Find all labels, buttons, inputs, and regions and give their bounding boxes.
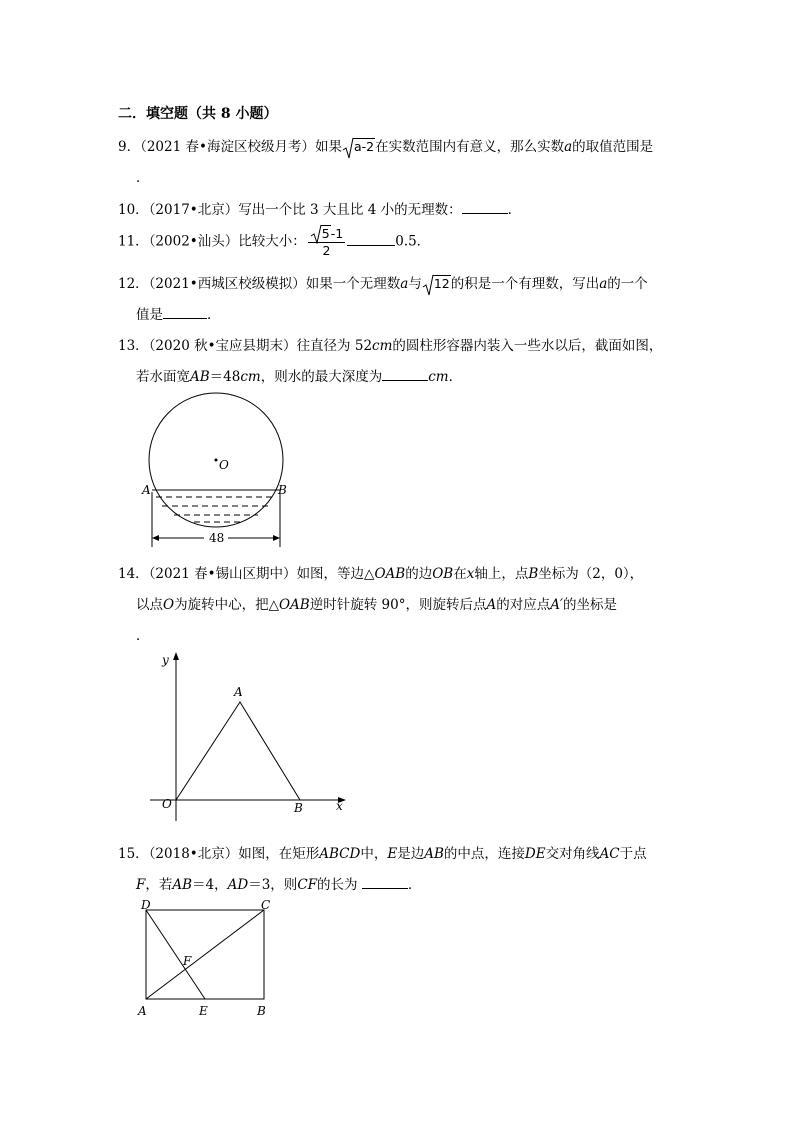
sqrt-expression [310,226,331,242]
unit: cm [240,369,261,385]
question-text: 坐标为（2，0）， [538,566,644,582]
question-text: 为旋转中心，把△ [174,597,279,613]
label-a: A [142,483,151,497]
answer-blank[interactable] [362,876,408,889]
label-b: B [294,801,303,815]
question-text: 值是 [136,307,163,323]
point-label: A [486,597,497,613]
arrow-left-icon [152,535,159,541]
question-text: 如图，等边△ [296,566,375,582]
center-point [215,459,218,462]
question-text: 中， [360,846,388,862]
radicand: 5 [321,226,330,241]
question-text: 的取值范围是 [572,139,654,155]
question-text: 比较大小： [238,233,306,250]
question-15-line2 [136,873,421,893]
question-text: 往直径为 52 [296,338,373,354]
y-axis-arrow-icon [173,652,179,660]
rectangle-figure [130,895,280,1020]
compare-value: 0.5． [395,233,431,250]
question-text: 的坐标是 [563,597,618,613]
circle-water-figure [138,392,298,552]
question-text: 以点 [136,597,163,613]
label-b: B [257,1004,266,1018]
question-text: ，若 [145,877,173,893]
point-label: O [163,597,175,613]
triangle-coordinate-figure [140,646,360,826]
question-source: （2021•西城区校级模拟） [148,276,306,292]
question-text: 是边 [397,846,425,862]
question-number: 11． [118,233,149,250]
question-number: 10． [118,202,149,218]
question-text: 于点 [619,846,647,862]
answer-end: ． [136,170,150,186]
label-f: F [183,954,192,968]
label-o: O [219,458,229,472]
question-text: 交对角线 [545,846,600,862]
answer-blank[interactable] [462,201,508,214]
question-text: 的对应点 [496,597,551,613]
question-13-line2 [136,365,462,385]
question-text: 的一个 [607,276,648,292]
radicand: 12 [433,276,450,291]
question-number: 15． [118,846,149,862]
unit: cm [372,338,393,354]
answer-end: ． [407,877,422,893]
question-text: 与 [408,276,422,292]
segment-label: AB [172,877,193,893]
label-c: C [261,898,271,912]
answer-end: ． [448,369,463,385]
point-label: F [136,877,146,893]
variable: a [400,276,409,292]
question-text: 的长为 [317,877,358,893]
label-d: D [141,898,151,912]
question-11 [118,226,430,258]
question-text: 的中点，连接 [443,846,525,862]
answer-blank[interactable] [163,306,207,319]
triangle-label: OAB [374,566,406,582]
question-12 [118,272,648,292]
label-x: x [336,799,343,813]
question-number: 12． [118,276,149,292]
variable: x [466,566,475,582]
question-text: ＝3，则 [248,877,298,893]
question-10 [118,198,521,218]
question-text: 的边 [405,566,433,582]
answer-blank[interactable] [347,233,395,246]
denominator: 2 [322,243,331,258]
variable: a [599,276,608,292]
question-text: 在实数范围内有意义，那么实数 [375,139,565,155]
question-12-line2 [136,303,221,323]
question-source: （2021 春•锡山区期中） [148,566,297,582]
question-text: 写出一个比 3 大且比 4 小的无理数： [238,202,462,218]
question-text: 在 [453,566,467,582]
question-text: ，则水的最大深度为 [260,369,383,385]
arrow-right-icon [273,535,280,541]
unit: cm [428,369,449,385]
answer-end: ． [207,307,221,323]
question-source: （2018•北京） [148,846,239,862]
point-label: A′ [550,597,564,613]
question-text: 如果一个无理数 [305,276,401,292]
segment-label: OB [432,566,454,582]
sqrt-expression [342,139,375,155]
segment-label: AB [424,846,444,862]
numerator-rest: -1 [330,226,344,241]
diagonal-ac [146,910,264,999]
question-text: 若水面宽 [136,369,190,385]
point-label: E [387,846,398,862]
answer-end: ． [507,202,522,218]
question-text: ＝4， [192,877,228,893]
label-a: A [234,685,243,699]
segment-label: AD [227,877,249,893]
question-14 [118,562,643,582]
question-text: 逆时针旋转 90°，则旋转后点 [309,597,487,613]
point-label: B [528,566,539,582]
segment-de [146,910,205,999]
question-number: 13． [118,338,149,354]
question-source: （2020 秋•宝应县期末） [148,338,297,354]
question-text: 如果 [314,139,342,155]
label-o: O [162,797,172,811]
question-number: 9． [118,139,141,155]
question-13 [118,334,662,354]
segment-label: CF [297,877,318,893]
section-title: 二．填空题（共 8 小题） [118,106,278,122]
variable: a [564,139,573,155]
question-text: 如图，在矩形 [238,846,320,862]
question-15 [118,842,647,862]
question-text: ＝48 [209,369,241,385]
label-a: A [138,1004,147,1018]
triangle-oab [176,702,300,800]
segment-label: DE [524,846,546,862]
rectangle-label: ABCD [319,846,361,862]
question-9 [118,135,653,155]
label-e: E [199,1004,208,1018]
question-source: （2021 春•海淀区校级月考） [140,139,315,155]
label-b: B [278,483,287,497]
question-text: 轴上，点 [474,566,529,582]
question-text: 的圆柱形容器内装入一些水以后，截面如图， [392,338,663,354]
radicand: a-2 [353,139,375,154]
dimension-label: 48 [209,531,225,545]
question-source: （2017•北京） [148,202,239,218]
answer-end: ． [136,628,150,644]
segment-label: AC [599,846,620,862]
question-14-line2 [136,593,617,613]
label-y: y [162,653,169,667]
question-source: （2002•汕头） [148,233,239,250]
sqrt-expression [422,276,451,292]
triangle-label: OAB [278,597,310,613]
answer-blank[interactable] [382,368,428,381]
fraction [308,226,345,258]
question-number: 14． [118,566,149,582]
question-text: 的积是一个有理数，写出 [450,276,600,292]
segment-label: AB [190,369,210,385]
